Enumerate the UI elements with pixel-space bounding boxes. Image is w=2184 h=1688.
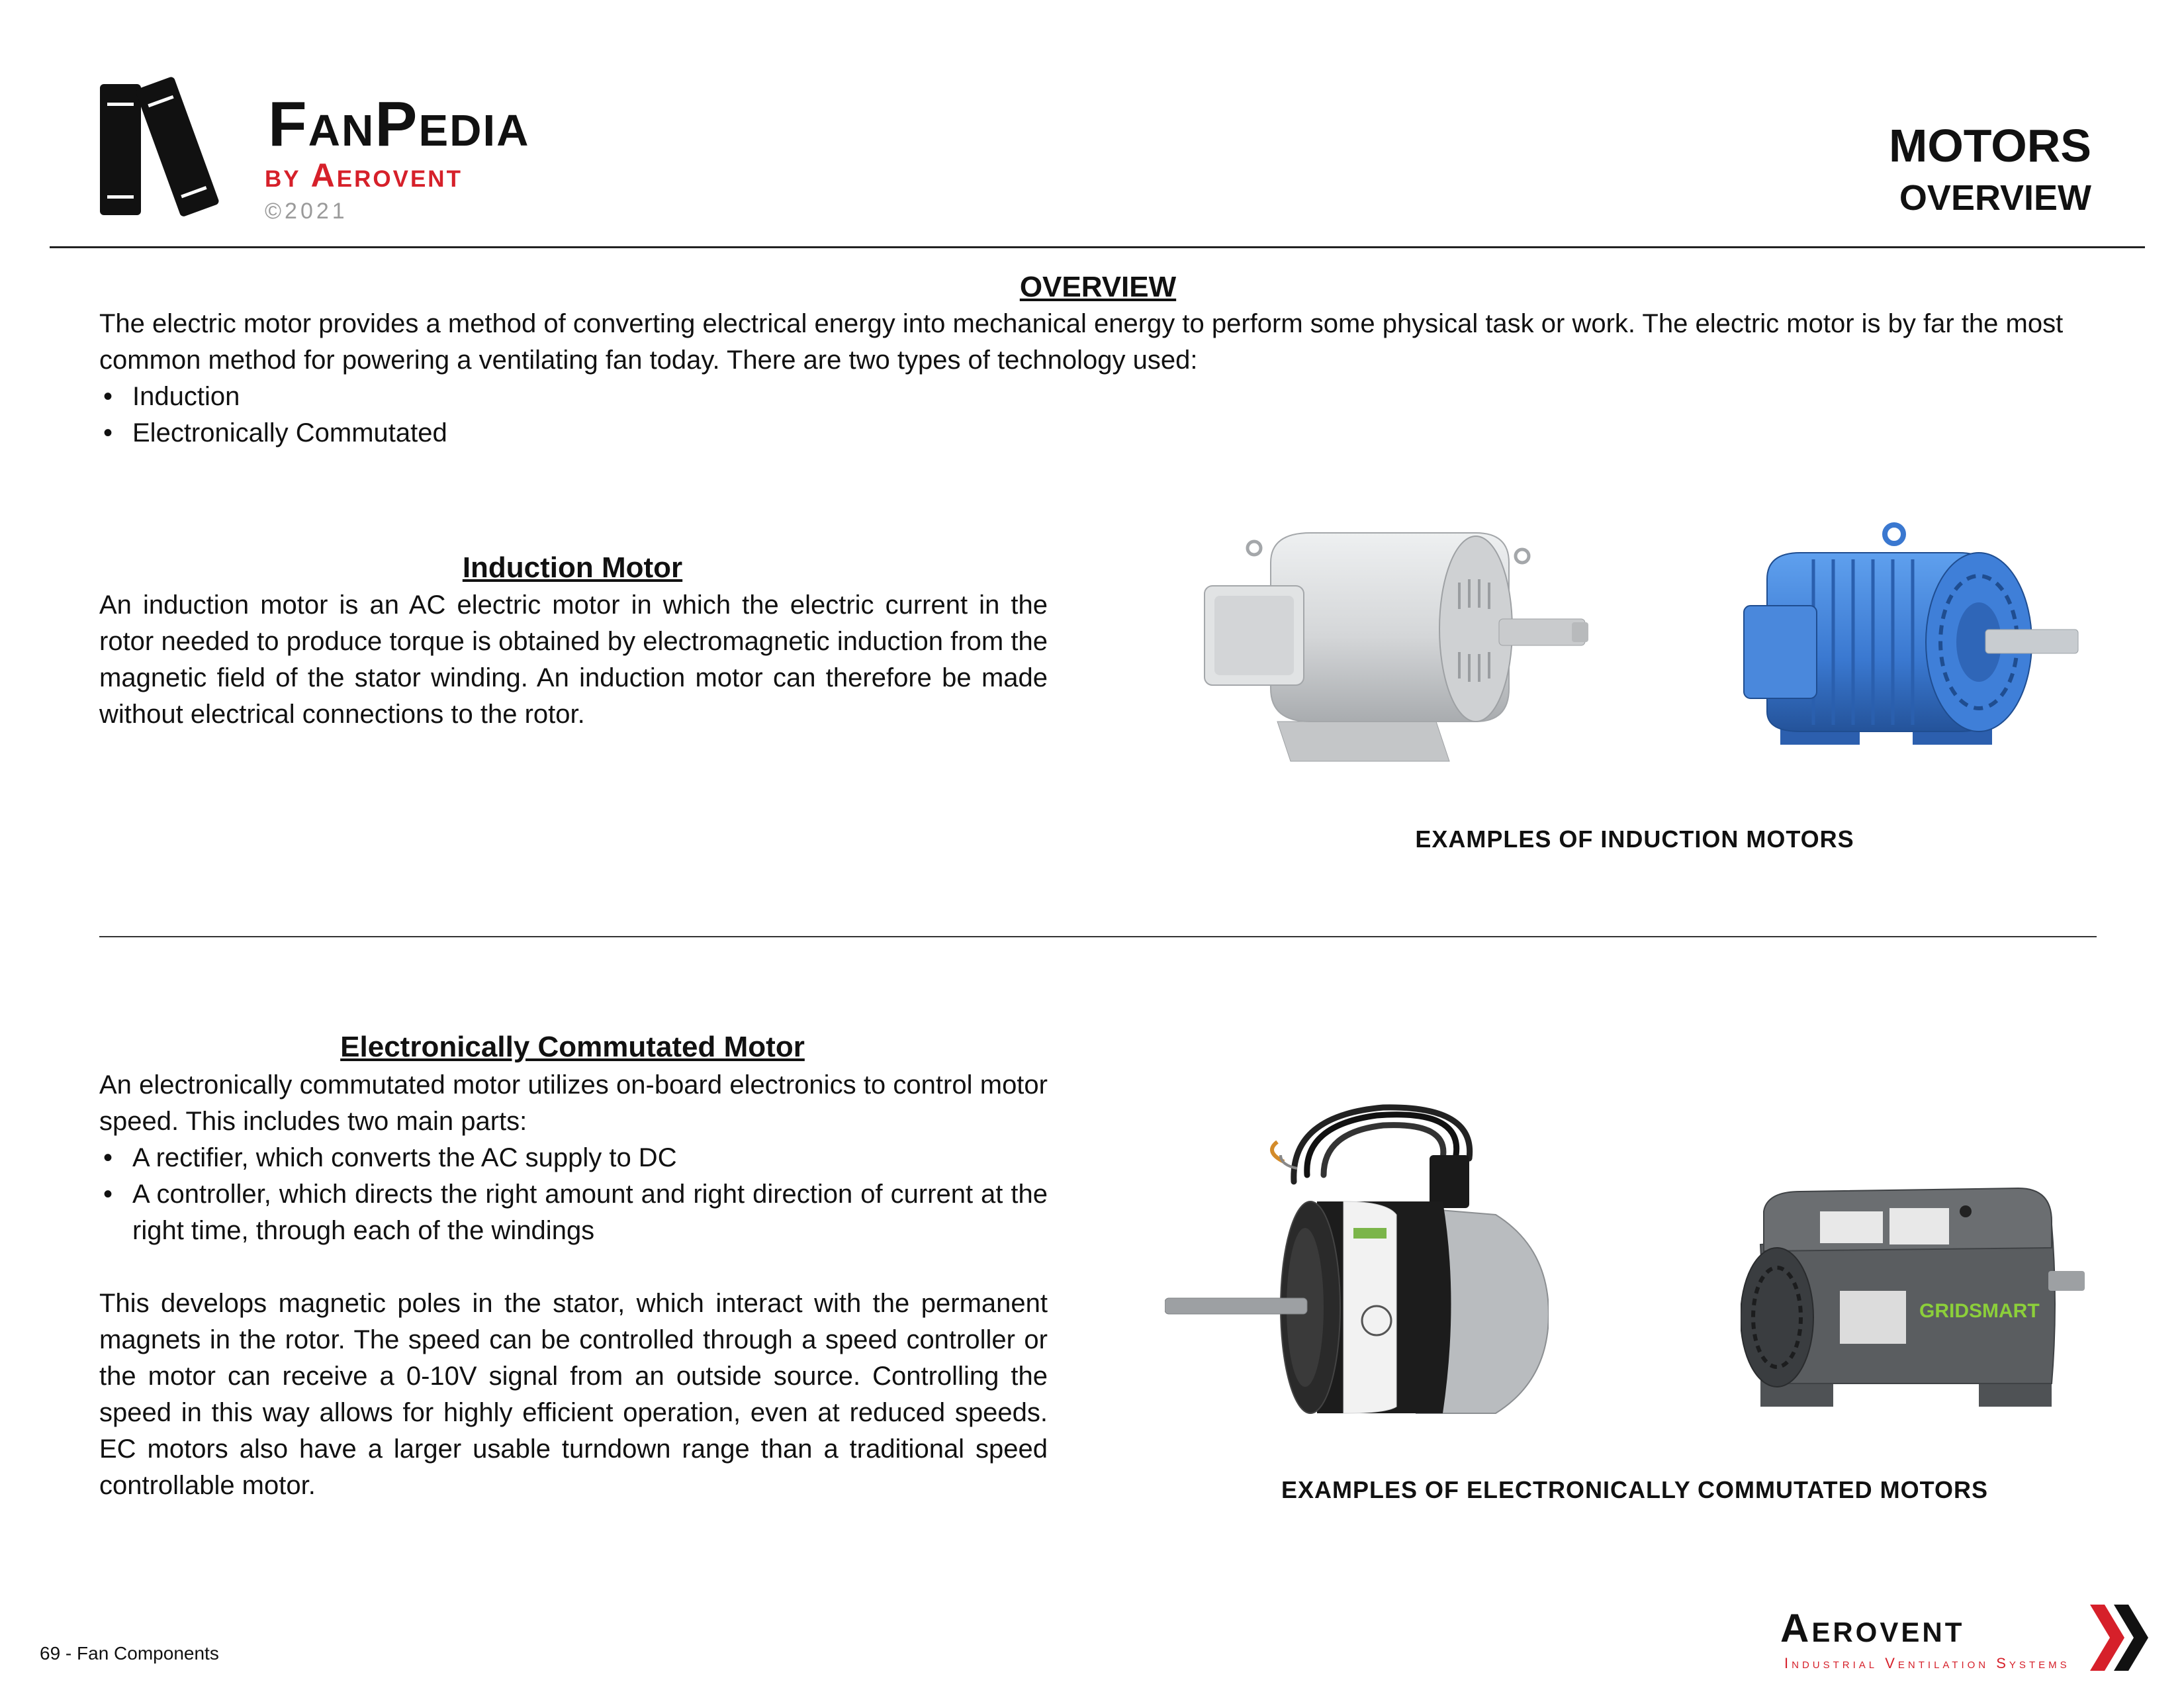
section-subtitle: OVERVIEW bbox=[1899, 178, 2091, 218]
section-title: MOTORS bbox=[1889, 120, 2091, 171]
ec-bullets bbox=[99, 1140, 1048, 1249]
list-item: • Induction bbox=[99, 379, 1026, 415]
overview-bullets bbox=[99, 379, 1026, 451]
chevron-right-icon bbox=[2090, 1605, 2150, 1671]
overview-body: The electric motor provides a method of converting electrical energy into mechanical energy to perform some physical task or work. The electric motor is by far the most common method for powering a ventilating fan today. There are two types of technology used: bbox=[99, 309, 2064, 375]
section-divider bbox=[99, 936, 2097, 937]
gray-induction-motor-image bbox=[1198, 523, 1595, 774]
induction-body: An induction motor is an AC electric motor in which the electric current in the rotor needed to produce torque is obtained by electromagnetic induction from the magnetic field of the stator winding. An induction motor can therefore be made without electrical connections to the rotor. bbox=[99, 590, 1048, 729]
books-logo-icon bbox=[97, 76, 242, 222]
list-item: • A controller, which directs the right amount and right direction of current at the right time, through each of the windings bbox=[99, 1176, 1048, 1249]
page-number: 69 - Fan Components bbox=[40, 1643, 219, 1664]
overview-heading: OVERVIEW bbox=[1019, 271, 1177, 303]
blue-induction-motor-image bbox=[1741, 520, 2085, 758]
black-ec-motor-image bbox=[1165, 1102, 1549, 1433]
ec-body-detail: This develops magnetic poles in the stator, which interact with the permanent magnets in the rotor. The speed can be controlled through a speed controller or the motor can receive a 0-10V signal from an outside source. Controlling the speed in this way allows for highly efficient operation, even at reduced speeds. EC motors also have a larger usable turndown range than a traditional speed controllable motor. bbox=[99, 1289, 1048, 1500]
ec-caption: EXAMPLES OF ELECTRONICALLY COMMUTATED MOTORS bbox=[1281, 1476, 1989, 1503]
brand-subtitle: by Aerovent bbox=[265, 157, 463, 194]
induction-heading: Induction Motor bbox=[462, 551, 683, 584]
ec-body-intro: An electronically commutated motor utilizes on-board electronics to control motor speed. This includes two main parts: bbox=[99, 1070, 1048, 1136]
footer-logo: Aerovent bbox=[1780, 1606, 1965, 1650]
header-divider bbox=[50, 246, 2145, 248]
brand-name: FanPedia bbox=[268, 89, 530, 160]
list-item: • A rectifier, which converts the AC supply to DC bbox=[99, 1140, 1048, 1176]
footer-tagline: Industrial Ventilation Systems bbox=[1784, 1655, 2070, 1671]
ec-heading: Electronically Commutated Motor bbox=[340, 1031, 805, 1063]
induction-caption: EXAMPLES OF INDUCTION MOTORS bbox=[1415, 825, 1854, 853]
list-item: • Electronically Commutated bbox=[99, 415, 1026, 451]
gridsmart-ec-motor-image bbox=[1741, 1185, 2085, 1417]
copyright: ©2021 bbox=[265, 199, 348, 224]
gridsmart-label: GRIDSMART bbox=[1919, 1300, 2040, 1322]
